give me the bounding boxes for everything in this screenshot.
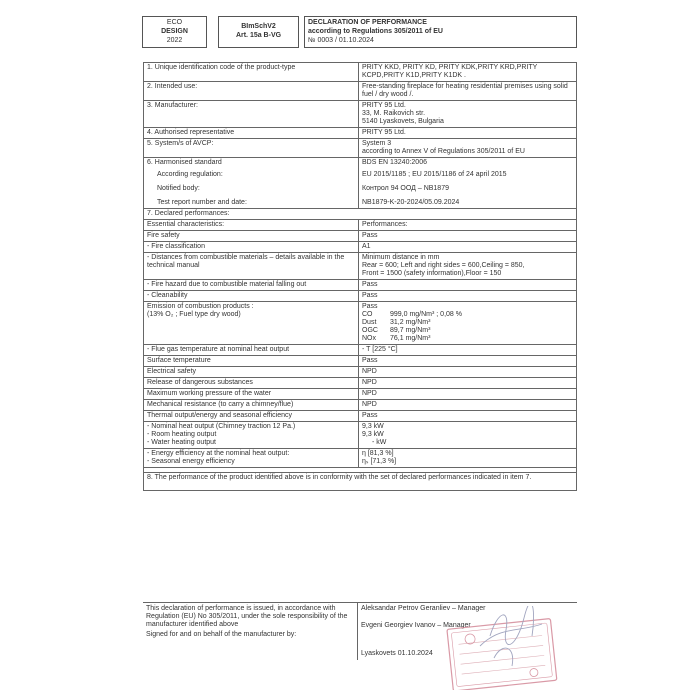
dist-line: Rear = 600; Left and right sides = 600,Ceiling = 850, bbox=[362, 262, 525, 269]
clean-label: - Cleanability bbox=[144, 291, 359, 302]
fire-label: Fire safety bbox=[144, 231, 359, 242]
year-line: 2022 bbox=[166, 37, 183, 44]
table-row bbox=[144, 291, 577, 302]
row6-label: 6. Harmonised standard bbox=[147, 159, 222, 166]
art15a-line: Art. 15a B-VG bbox=[235, 32, 282, 39]
row5-value bbox=[359, 139, 577, 158]
table-row bbox=[144, 209, 577, 220]
table-row bbox=[144, 367, 577, 378]
pressure-value: NPD bbox=[359, 389, 577, 400]
row3-label: 3. Manufacturer: bbox=[144, 101, 359, 128]
emission-sublabel: (13% O₂ ; Fuel type dry wood) bbox=[147, 311, 241, 318]
thermal-label: Thermal output/energy and seasonal efficiency bbox=[144, 411, 359, 422]
dop-title: DECLARATION OF PERFORMANCE bbox=[308, 19, 427, 26]
dop-title-box bbox=[304, 16, 577, 48]
dist-value bbox=[359, 253, 577, 280]
signatory-2: Evgeni Georgiev Ivanov – Manager bbox=[361, 622, 471, 629]
emission-value: 76,1 mg/Nm³ bbox=[390, 335, 431, 342]
row6a-label: According regulation: bbox=[157, 171, 223, 178]
row4-value: PRITY 95 Ltd. bbox=[359, 128, 577, 139]
ecodesign-box bbox=[142, 16, 207, 48]
dangerous-value: NPD bbox=[359, 378, 577, 389]
row6b-value: Контрол 94 ООД – NB1879 bbox=[362, 185, 449, 192]
table-row bbox=[144, 422, 577, 449]
mechanical-value: NPD bbox=[359, 400, 577, 411]
heat-output-value: 9,3 kW bbox=[362, 423, 384, 430]
place-date: Lyaskovets 01.10.2024 bbox=[361, 650, 433, 657]
fclass-value: A1 bbox=[359, 242, 577, 253]
table-row bbox=[144, 449, 577, 468]
clean-value: Pass bbox=[359, 291, 577, 302]
row6c-label: Test report number and date: bbox=[157, 199, 247, 206]
table-row bbox=[144, 302, 577, 345]
table-row bbox=[144, 473, 577, 491]
pressure-label: Maximum working pressure of the water bbox=[144, 389, 359, 400]
row6-value: BDS EN 13240:2006 bbox=[362, 159, 427, 166]
fclass-label: - Fire classification bbox=[144, 242, 359, 253]
ess-label: Essential characteristics: bbox=[144, 220, 359, 231]
manufacturer-street: 33, M. Raikovich str. bbox=[362, 110, 426, 117]
heat-output-label: - Nominal heat output (Chimney traction 12 Pa.) bbox=[147, 423, 296, 430]
flue-value: - T [225 °C] bbox=[359, 345, 577, 356]
hazard-label: - Fire hazard due to combustible material falling out bbox=[144, 280, 359, 291]
row8-label: 8. The performance of the product identified above is in conformity with the set of declared performances indicated in item 7. bbox=[144, 473, 577, 491]
hazard-value: Pass bbox=[359, 280, 577, 291]
table-row bbox=[144, 139, 577, 158]
water-heating-value: - kW bbox=[372, 439, 387, 446]
table-row bbox=[144, 345, 577, 356]
avcp-annex: according to Annex V of Regulations 305/2011 of EU bbox=[362, 148, 525, 155]
row6b-label: Notified body: bbox=[157, 185, 200, 192]
emission-name: CO bbox=[362, 311, 373, 318]
energy-efficiency-value: η [81,3 %] bbox=[362, 450, 394, 457]
emission-pass: Pass bbox=[362, 303, 378, 310]
row3-value bbox=[359, 101, 577, 128]
manufacturer-name: PRITY 95 Ltd. bbox=[362, 102, 406, 109]
emission-name: NOx bbox=[362, 335, 376, 342]
signatory-1: Aleksandar Petrov Geranliev – Manager bbox=[361, 605, 486, 612]
emission-values bbox=[362, 311, 573, 343]
seasonal-efficiency-value: ηₛ [71,3 %] bbox=[362, 458, 397, 465]
emission-name: Dust bbox=[362, 319, 377, 326]
row6c-value: NB1879-K-20-2024/05.09.2024 bbox=[362, 199, 460, 206]
row4-label: 4. Authorised representative bbox=[144, 128, 359, 139]
row7-label: 7. Declared performances: bbox=[144, 209, 577, 220]
bimschv-line: BImSchV2 bbox=[241, 23, 276, 30]
table-row bbox=[144, 378, 577, 389]
signature-section bbox=[143, 602, 577, 660]
manufacturer-city: 5140 Lyaskovets, Bulgaria bbox=[362, 118, 444, 125]
emission-label: Emission of combustion products : bbox=[147, 303, 254, 310]
ess-value: Performances: bbox=[359, 220, 577, 231]
table-row bbox=[144, 242, 577, 253]
row1-label: 1. Unique identification code of the product-type bbox=[144, 63, 359, 82]
dist-line: Minimum distance in mm bbox=[362, 254, 440, 261]
bimschv-box bbox=[218, 16, 299, 48]
room-heating-value: 9,3 kW bbox=[362, 431, 384, 438]
performance-table bbox=[143, 62, 577, 491]
table-row bbox=[144, 356, 577, 367]
design-line: DESIGN bbox=[161, 28, 188, 35]
footer-signed: Signed for and on behalf of the manufacturer by: bbox=[146, 631, 297, 638]
electrical-label: Electrical safety bbox=[144, 367, 359, 378]
table-row bbox=[144, 101, 577, 128]
row2-label: 2. Intended use: bbox=[144, 82, 359, 101]
dop-number: № 0003 / 01.10.2024 bbox=[308, 37, 374, 44]
emission-value: 31,2 mg/Nm³ bbox=[390, 319, 431, 326]
table-row bbox=[144, 253, 577, 280]
dist-label: - Distances from combustible materials – details available in the technical manual bbox=[144, 253, 359, 280]
seasonal-efficiency-label: - Seasonal energy efficiency bbox=[147, 458, 235, 465]
flue-label: - Flue gas temperature at nominal heat output bbox=[144, 345, 359, 356]
emission-name: OGC bbox=[362, 327, 378, 334]
footer-statement: This declaration of performance is issued, in accordance with Regulation (EU) No 305/2011, under the sole responsibility of the manufacturer identified above bbox=[146, 605, 348, 628]
electrical-value: NPD bbox=[359, 367, 577, 378]
row1-value: PRITY KKD, PRITY KD, PRITY KDK,PRITY KRD,PRITY KCPD,PRITY K1D,PRITY K1DK . bbox=[359, 63, 577, 82]
emission-value: 89,7 mg/Nm³ bbox=[390, 327, 431, 334]
surface-value: Pass bbox=[359, 356, 577, 367]
emission-value: 999,0 mg/Nm³ ; 0,08 % bbox=[390, 311, 462, 318]
energy-efficiency-label: - Energy efficiency at the nominal heat output: bbox=[147, 450, 290, 457]
thermal-value: Pass bbox=[359, 411, 577, 422]
dist-line: Front = 1500 (safety information),Floor = 150 bbox=[362, 270, 502, 277]
avcp-system: System 3 bbox=[362, 140, 392, 147]
table-row bbox=[144, 63, 577, 82]
row5-label: 5. System/s of AVCP: bbox=[144, 139, 359, 158]
table-row bbox=[144, 82, 577, 101]
row6a-value: EU 2015/1185 ; EU 2015/1186 of 24 april 2015 bbox=[362, 171, 507, 178]
water-heating-label: - Water heating output bbox=[147, 439, 217, 446]
dangerous-label: Release of dangerous substances bbox=[144, 378, 359, 389]
dop-subtitle: according to Regulations 305/2011 of EU bbox=[308, 28, 443, 35]
table-row bbox=[144, 158, 577, 209]
room-heating-label: - Room heating output bbox=[147, 431, 217, 438]
mechanical-label: Mechanical resistance (to carry a chimney/flue) bbox=[144, 400, 359, 411]
row2-value: Free-standing fireplace for heating residential premises using solid fuel / dry wood /. bbox=[359, 82, 577, 101]
table-row bbox=[144, 280, 577, 291]
table-row bbox=[144, 231, 577, 242]
table-row bbox=[144, 389, 577, 400]
table-row bbox=[144, 411, 577, 422]
eco-line: ECO bbox=[166, 19, 183, 26]
surface-label: Surface temperature bbox=[144, 356, 359, 367]
table-row bbox=[144, 128, 577, 139]
table-row bbox=[144, 400, 577, 411]
table-row bbox=[144, 220, 577, 231]
fire-value: Pass bbox=[359, 231, 577, 242]
